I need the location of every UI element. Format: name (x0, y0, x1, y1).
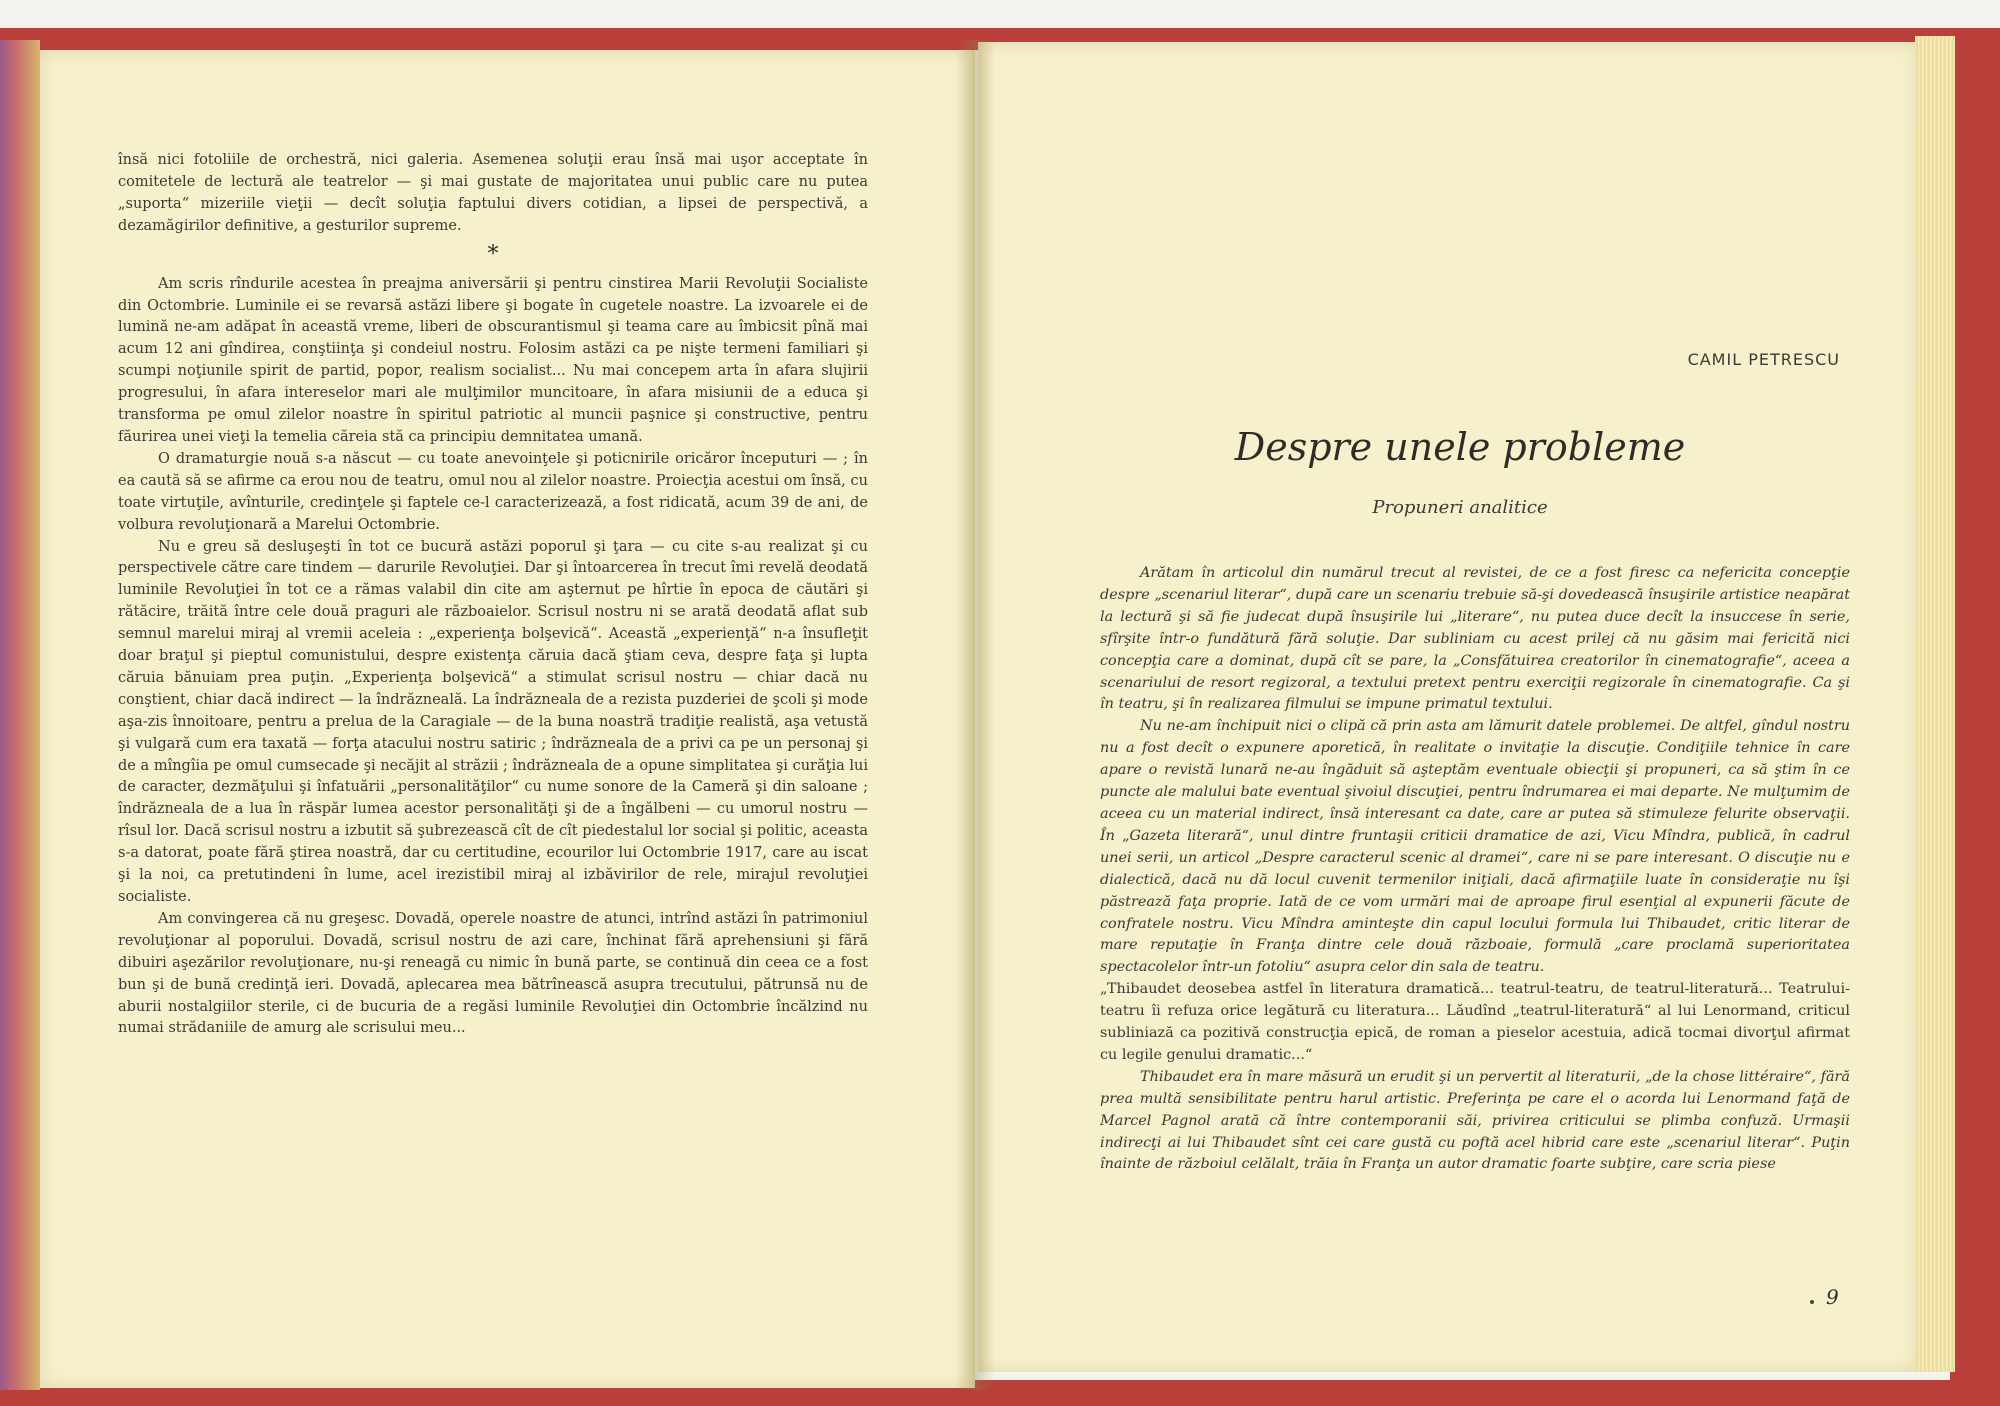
right-page-text (1100, 563, 1850, 1176)
page-number: 9 (1826, 1285, 1839, 1309)
book-spine-strip (0, 40, 40, 1390)
left-paragraph-4: Nu e greu să desluşeşti în tot ce bucură astăzi poporul şi ţara — cu cite s-au realizat şi cu perspectivele către care tindem — darurile Revoluţiei. Dar şi întoarcerea în trecut îmi revelă deodată luminile Revoluţiei în tot ce a rămas valabil din cite am aşternut pe hîrtie în epoca de căutări şi rătăcire, trăită între cele două praguri ale războaielor. Scrisul nostru ni se arată deodată aflat sub semnul marelui miraj al vremii aceleia : „experienţa bolşevică“. Această „experienţă“ n-a însufleţit doar braţul şi pieptul comunistului, despre existenţa căruia dacă ştiam ceva, despre faţa şi lupta căruia bănuiam prea puţin. „Experienţa bolşevică“ a stimulat scrisul nostru — chiar dacă nu conştient, chiar dacă indirect — la îndrăzneală. La îndrăzneala de a rezista puzderiei de şcoli şi mode aşa-zis înnoitoare, pentru a prelua de la Caragiale — de la buna noastră tradiţie realistă, aşa vetustă şi vulgară cum era taxată — forţa atacului nostru satiric ; îndrăzneala de a privi ca pe un personaj şi de a mîngîia pe omul cumsecade şi necăjit al străzii ; îndrăzneala de a opune simplitatea şi curăţia lui de caracter, dezmăţului şi înfatuării „personalităţilor“ cu nume sonore de la Cameră şi din saloane ; îndrăzneala de a lua în răspăr lumea acestor personalităţi şi de a îngălbeni — cu umorul nostru — rîsul lor. Dacă scrisul nostru a izbutit să şubrezească cît de cît piedestalul lor social şi politic, aceasta s-a datorat, poate fără ştirea noastră, dar cu certitudine, ecourilor lui Octombrie 1917, care au iscat şi la noi, ca pretutindeni în lume, acel irezistibil miraj al izbăvirilor de rele, mirajul revoluţiei socialiste. (118, 538, 868, 905)
right-paragraph-2: Nu ne-am închipuit nici o clipă că prin asta am lămurit datele problemei. De altfel, gîndul nostru nu a fost decît o expunere aporetică, în realitate o invitaţie la discuţie. Condiţiile tehnice în care apare o revistă lunară ne-au îngăduit să aşteptăm eventuale obiecţii şi propuneri, ca să ştim în ce puncte ale malului bate eventual şivoiul discuţiei, pentru îndrumarea ei mai departe. Ne mulţumim de aceea cu un material indirect, însă interesant ca date, care ar putea să stimuleze felurite observaţii. În „Gazeta literară“, unul dintre fruntaşii criticii dramatice de azi, Vicu Mîndra, publică, în cadrul unei serii, un articol „Despre caracterul scenic al dramei“, care ni se pare interesant. O discuţie nu e dialectică, dacă nu dă locul cuvenit termenilor iniţiali, dacă afirmaţiile luate în consideraţie nu îşi păstrează faţa proprie. Iată de ce vom urmări mai de aproape firul esenţial al expunerii făcute de confratele nostru. Vicu Mîndra aminteşte din capul locului formula lui Thibaudet, critic literar de mare reputaţie în Franţa dintre cele două războaie, formulă „care proclamă superioritatea spectacolelor într-un fotoliu“ asupra celor din sala de teatru. (1100, 718, 1850, 976)
book-cover-right-edge (1950, 28, 2000, 1406)
right-paragraph-1: Arătam în articolul din numărul trecut al revistei, de ce a fost firesc ca nefericita concepţie despre „scenariul literar“, după care un scenariu trebuie să-şi dovedească însuşirile artistice neapărat la lectură şi să fie judecat după însuşirile lui „literare“, nu putea duce decît la insuccese în serie, sfîrşite într-o fundătură fără soluţie. Dar subliniam cu acest prilej că nu găsim mai fericită nici concepţia care a dominat, după cît se pare, la „Consfătuirea creatorilor în cinematografie“, aceea a scenariului de resort regizoral, a textului pretext pentru exerciţii regizorale în cinematografie. Ca şi în teatru, şi în realizarea filmului se impune primatul textului. (1100, 565, 1850, 713)
right-paragraph-4: Thibaudet era în mare măsură un erudit şi un pervertit al literaturii, „de la chose littéraire“, fără prea multă sensibilitate pentru harul artistic. Preferinţa pe care el o acorda lui Lenormand faţă de Marcel Pagnol arată că între contemporanii săi, privirea criticului se plimba confuză. Urmaşii indirecţi ai lui Thibaudet sînt cei care gustă cu poftă acel hibrid care este „scenariul literar“. Puţin înainte de războiul celălalt, trăia în Franţa un autor dramatic foarte subţire, care scria piese (1100, 1068, 1850, 1173)
left-paragraph-3: O dramaturgie nouă s-a născut — cu toate anevoinţele şi poticnirile oricăror începuturi — ; în ea caută să se afirme ca erou nou de teatru, omul nou al zilelor noastre. Proiecţia acestui om însă, cu toate virtuţile, avînturile, credinţele şi faptele ce-l caracterizează, a fost ridicată, acum 39 de ani, de volbura revoluţionară a Marelui Octombrie. (118, 450, 868, 533)
left-paragraph-1: însă nici fotoliile de orchestră, nici galeria. Asemenea soluţii erau însă mai uşor acceptate în comitetele de lectură ale teatrelor — şi mai gustate de majoritatea unui public care nu putea „suporta“ mizeriile vieţii — decît soluţia faptului divers cotidian, a lipsei de perspectivă, a dezamăgirilor definitive, a gesturilor supreme. (118, 152, 868, 234)
page-number-dot (1810, 1300, 1814, 1304)
left-paragraph-2: Am scris rîndurile acestea în preajma aniversării şi pentru cinstirea Marii Revoluţii Socialiste din Octombrie. Luminile ei se revarsă astăzi libere şi bogate în cugetele noastre. La izvoarele ei de lumină ne-am adăpat în această vreme, liberi de obscurantismul şi teama care au îmbicsit pînă mai acum 12 ani gîndirea, conştiinţa şi condeiul nostru. Folosim astăzi ca pe nişte termeni familiari şi scumpi noţiunile spirit de partid, popor, realism socialist... Nu mai concepem arta în afara slujirii progresului, în afara intereselor mari ale mulţimilor muncitoare, în afara misiunii de a educa şi transforma pe omul zilelor noastre în spiritul patriotic al muncii paşnice şi constructive, pentru făurirea unei vieţi la temelia căreia stă ca principiu demnitatea umană. (118, 275, 868, 445)
section-separator-asterisk: * (487, 241, 499, 267)
left-page-text (118, 150, 868, 1040)
right-paragraph-3-quote: „Thibaudet deosebea astfel în literatura dramatică... teatrul-teatru, de teatrul-literatură... Teatrului-teatru îi refuza orice legătură cu literatura... Lăudînd „teatrul-literatură“ al lui Lenormand, criticul subliniază ca pozitivă construcţia epică, de roman a pieselor acestuia, adică tocmai divorţul afirmat cu legile genului dramatic...“ (1100, 981, 1850, 1063)
article-subtitle: Propuneri analitice (1372, 497, 1548, 518)
book-gutter (955, 40, 995, 1390)
page-edges-stack (1915, 36, 1955, 1372)
article-title: Despre unele probleme (1234, 425, 1686, 469)
left-paragraph-5: Am convingerea că nu greşesc. Dovadă, operele noastre de atunci, intrînd astăzi în patrimoniul revoluţionar al poporului. Dovadă, scrisul nostru de azi care, închinat fără aprehensiuni şi fără dibuiri aşezărilor revoluţionare, nu-şi reneagă cu nimic în bună parte, se continuă din ceea ce a fost bun şi de bună credinţă ieri. Dovadă, aplecarea mea bătrînească asupra trecutului, pătrunsă nu de aburii nostalgiilor sterile, ci de bucuria de a regăsi luminile Revoluţiei din Octombrie încălzind nu numai strădaniile de amurg ale scrisului meu... (118, 910, 868, 1037)
article-author: CAMIL PETRESCU (1687, 350, 1840, 369)
